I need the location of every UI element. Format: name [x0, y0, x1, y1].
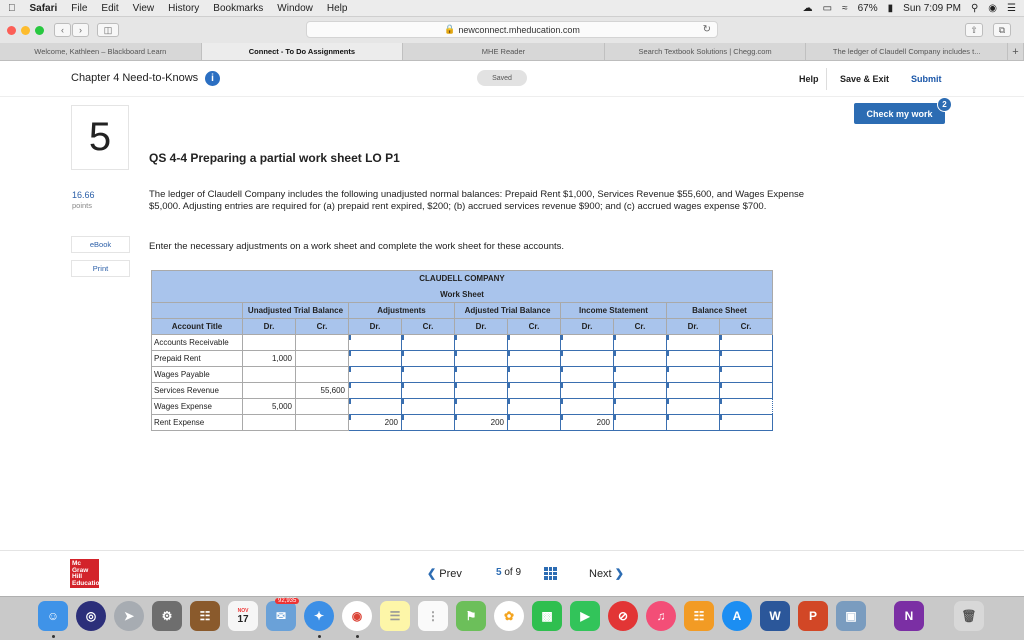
menu-file[interactable]: File — [63, 2, 80, 14]
check-my-work-button[interactable]: Check my work — [854, 103, 945, 124]
utb-dr-cell: 1,000 — [243, 351, 296, 367]
menu-edit[interactable]: Edit — [93, 2, 112, 14]
adj-dr-input[interactable]: 200 — [349, 415, 402, 431]
adj-cr-input[interactable] — [402, 351, 455, 367]
atb-cr-input[interactable] — [508, 399, 561, 415]
menu-help[interactable]: Help — [319, 2, 340, 14]
account-title-cell: Wages Payable — [152, 367, 243, 383]
cr-column-header: Cr. — [508, 319, 561, 335]
dr-column-header: Dr. — [561, 319, 614, 335]
is-dr-input[interactable]: 200 — [561, 415, 614, 431]
page-current: 5 — [496, 567, 502, 578]
ebook-button[interactable]: eBook — [71, 236, 130, 253]
is-cr-input[interactable] — [614, 399, 667, 415]
bs-cr-input[interactable] — [720, 399, 773, 415]
prev-label: Prev — [439, 568, 462, 580]
is-dr-input[interactable] — [561, 335, 614, 351]
is-cr-input[interactable] — [614, 367, 667, 383]
tabs-overview-icon[interactable]: ⧉ — [993, 23, 1011, 37]
dr-column-header: Dr. — [349, 319, 402, 335]
photos-icon[interactable]: ✿ — [494, 601, 524, 631]
reminders-icon[interactable]: ⋮ — [418, 601, 448, 631]
is-cr-input[interactable] — [614, 415, 667, 431]
bs-cr-input[interactable] — [720, 335, 773, 351]
mail-badge: 92,935 — [275, 598, 299, 604]
utb-cr-cell — [296, 415, 349, 431]
menu-app-name[interactable]: Safari — [22, 2, 50, 14]
clock[interactable]: Sun 7:09 PM — [903, 2, 961, 14]
question-footer — [0, 550, 1024, 596]
airplay-icon[interactable]: ▭ — [822, 2, 833, 14]
saved-status: Saved — [477, 70, 527, 86]
running-indicator — [356, 635, 359, 638]
question-grid-icon[interactable] — [544, 567, 557, 580]
adj-cr-input[interactable] — [402, 415, 455, 431]
worksheet-row — [152, 399, 773, 415]
word-icon[interactable]: W — [760, 601, 790, 631]
spotlight-search-icon[interactable]: ⚲ — [970, 2, 979, 14]
mcgraw-hill-logo: Mc Graw Hill Education — [72, 560, 104, 587]
app-store-icon[interactable]: A — [722, 601, 752, 631]
battery-percent[interactable]: 67% — [857, 2, 878, 14]
info-icon[interactable]: i — [205, 71, 220, 86]
zoom-window-button[interactable] — [35, 26, 44, 35]
worksheet-title: Work Sheet — [152, 287, 773, 303]
adj-cr-input[interactable] — [402, 383, 455, 399]
lock-icon: 🔒 — [444, 24, 456, 34]
wifi-icon[interactable]: ≈ — [842, 2, 848, 14]
utb-dr-cell — [243, 335, 296, 351]
tab-bar — [0, 43, 1024, 61]
account-title-cell: Wages Expense — [152, 399, 243, 415]
utb-cr-cell — [296, 335, 349, 351]
account-title-cell: Prepaid Rent — [152, 351, 243, 367]
dr-column-header: Dr. — [667, 319, 720, 335]
account-title-cell: Services Revenue — [152, 383, 243, 399]
bs-dr-input[interactable] — [667, 367, 720, 383]
notification-center-icon[interactable]: ☰ — [1007, 2, 1016, 14]
utb-cr-cell — [296, 399, 349, 415]
menu-history[interactable]: History — [160, 2, 192, 14]
new-tab-button[interactable]: + — [1008, 43, 1024, 60]
safari-icon[interactable]: ✦ — [304, 601, 334, 631]
menu-bookmarks[interactable]: Bookmarks — [205, 2, 256, 14]
launchpad-icon[interactable]: ➤ — [114, 601, 144, 631]
facetime-icon[interactable]: ▶ — [570, 601, 600, 631]
macos-dock — [0, 596, 1024, 640]
chevron-right-icon: ❯ — [614, 568, 624, 580]
submit-link[interactable]: Submit — [911, 74, 942, 84]
chevron-left-icon: ❮ — [427, 568, 437, 580]
cr-column-header: Cr. — [614, 319, 667, 335]
next-button[interactable] — [589, 567, 624, 580]
tab-connect[interactable]: Connect - To Do Assignments — [202, 43, 404, 60]
assignment-title: Chapter 4 Need-to-Knows — [71, 72, 199, 84]
address-bar[interactable] — [306, 21, 718, 38]
music-icon[interactable]: ♫ — [646, 601, 676, 631]
account-title-cell: Rent Expense — [152, 415, 243, 431]
dr-column-header: Dr. — [455, 319, 508, 335]
books-icon[interactable]: ☷ — [684, 601, 714, 631]
reload-icon[interactable]: ↻ — [702, 24, 711, 35]
url-text: newconnect.mheducation.com — [458, 24, 580, 35]
calendar-icon[interactable] — [228, 601, 258, 631]
maps-icon[interactable]: ⚑ — [456, 601, 486, 631]
mail-icon[interactable]: ✉ — [266, 601, 296, 631]
cr-column-header: Cr. — [720, 319, 773, 335]
close-window-button[interactable] — [7, 26, 16, 35]
blank-header — [152, 303, 243, 319]
tab-chegg[interactable]: Search Textbook Solutions | Chegg.com — [605, 43, 807, 60]
menu-window[interactable]: Window — [269, 2, 306, 14]
is-cr-input[interactable] — [614, 351, 667, 367]
question-title: QS 4-4 Preparing a partial work sheet LO P1 — [149, 151, 400, 165]
atb-cr-input[interactable] — [508, 367, 561, 383]
atb-cr-input[interactable] — [508, 415, 561, 431]
powerpoint-icon[interactable]: P — [798, 601, 828, 631]
page-total: of 9 — [504, 567, 522, 578]
is-dr-input[interactable] — [561, 399, 614, 415]
print-button[interactable]: Print — [71, 260, 130, 277]
atb-dr-input[interactable] — [455, 367, 508, 383]
atb-dr-input[interactable] — [455, 399, 508, 415]
calendar-month: NOV — [237, 607, 249, 614]
menu-view[interactable]: View — [125, 2, 147, 14]
finder-icon[interactable]: ☺ — [38, 601, 68, 631]
group-adjustments: Adjustments — [349, 303, 455, 319]
account-title-header: Account Title — [152, 319, 243, 335]
atb-dr-input[interactable] — [455, 351, 508, 367]
utb-cr-cell — [296, 351, 349, 367]
group-adjusted: Adjusted Trial Balance — [455, 303, 561, 319]
browser-toolbar — [0, 17, 1024, 43]
running-indicator — [318, 635, 321, 638]
bs-cr-input[interactable] — [720, 367, 773, 383]
adj-cr-input[interactable] — [402, 335, 455, 351]
atb-cr-input[interactable] — [508, 383, 561, 399]
bs-dr-input[interactable] — [667, 399, 720, 415]
adj-dr-input[interactable] — [349, 351, 402, 367]
prev-button[interactable] — [427, 567, 462, 580]
forward-button[interactable]: › — [72, 23, 89, 37]
dr-column-header: Dr. — [243, 319, 296, 335]
utb-dr-cell — [243, 415, 296, 431]
is-dr-input[interactable] — [561, 367, 614, 383]
help-link[interactable]: Help — [799, 74, 819, 84]
tab-blackboard[interactable]: Welcome, Kathleen – Blackboard Learn — [0, 43, 202, 60]
adj-dr-input[interactable] — [349, 399, 402, 415]
is-cr-input[interactable] — [614, 335, 667, 351]
bs-cr-input[interactable] — [720, 383, 773, 399]
is-dr-input[interactable] — [561, 351, 614, 367]
utb-cr-cell: 55,600 — [296, 383, 349, 399]
is-cr-input[interactable] — [614, 383, 667, 399]
adj-cr-input[interactable] — [402, 367, 455, 383]
utb-dr-cell — [243, 367, 296, 383]
do-not-disturb-icon[interactable]: ⊘ — [608, 601, 638, 631]
running-indicator — [52, 635, 55, 638]
window-controls — [7, 26, 44, 35]
macos-menubar — [0, 0, 1024, 17]
work-sheet-table — [151, 270, 773, 431]
adj-dr-input[interactable] — [349, 367, 402, 383]
contacts-icon[interactable]: ☷ — [190, 601, 220, 631]
page-indicator — [496, 567, 521, 578]
back-button[interactable]: ‹ — [54, 23, 71, 37]
group-income-statement: Income Statement — [561, 303, 667, 319]
atb-cr-input[interactable] — [508, 335, 561, 351]
onenote-icon[interactable]: N — [894, 601, 924, 631]
utb-dr-cell — [243, 383, 296, 399]
notes-icon[interactable]: ☰ — [380, 601, 410, 631]
minimize-window-button[interactable] — [21, 26, 30, 35]
adj-dr-input[interactable] — [349, 335, 402, 351]
siri-icon[interactable]: ◉ — [988, 2, 998, 14]
assignment-header — [0, 61, 1024, 97]
atb-dr-input[interactable] — [455, 383, 508, 399]
worksheet-row — [152, 351, 773, 367]
question-text: The ledger of Claudell Company includes the following unadjusted normal balances: Prepaid Rent $1,000, Services Revenue $55,600, and Wages Expense $5,000. Adjusting entries are required for (a) prepaid rent expired, $200; (b) accrued services revenue $900; and (c) accrued wages expense $700. — [149, 189, 805, 212]
next-label: Next — [589, 568, 612, 580]
chrome-icon[interactable]: ◉ — [342, 601, 372, 631]
worksheet-row — [152, 383, 773, 399]
worksheet-row — [152, 415, 773, 431]
cloud-icon[interactable]: ☁ — [802, 2, 813, 14]
messages-icon[interactable]: ▩ — [532, 601, 562, 631]
bs-cr-input[interactable] — [720, 415, 773, 431]
question-instruction: Enter the necessary adjustments on a work sheet and complete the work sheet for these accounts. — [149, 241, 565, 252]
check-attempts-badge: 2 — [937, 97, 952, 112]
bs-cr-input[interactable] — [720, 351, 773, 367]
cr-column-header: Cr. — [296, 319, 349, 335]
account-title-cell: Accounts Receivable — [152, 335, 243, 351]
atb-dr-input[interactable] — [455, 335, 508, 351]
question-number: 5 — [71, 105, 129, 170]
save-exit-link[interactable]: Save & Exit — [840, 74, 890, 84]
worksheet-row — [152, 335, 773, 351]
group-balance-sheet: Balance Sheet — [667, 303, 773, 319]
atb-dr-input[interactable]: 200 — [455, 415, 508, 431]
apple-icon[interactable] — [8, 3, 16, 14]
preview-icon[interactable]: ▣ — [836, 601, 866, 631]
worksheet-row — [152, 367, 773, 383]
points-info — [72, 190, 95, 210]
points-value: 16.66 — [72, 190, 95, 200]
adj-cr-input[interactable] — [402, 399, 455, 415]
bs-dr-input[interactable] — [667, 415, 720, 431]
header-divider — [826, 68, 827, 90]
battery-icon[interactable]: ▮ — [887, 2, 894, 14]
cr-column-header: Cr. — [402, 319, 455, 335]
sidebar-icon[interactable]: ◫ — [97, 23, 119, 37]
system-preferences-icon[interactable]: ⚙ — [152, 601, 182, 631]
atb-cr-input[interactable] — [508, 351, 561, 367]
utb-dr-cell: 5,000 — [243, 399, 296, 415]
points-label: points — [72, 201, 93, 210]
group-unadjusted: Unadjusted Trial Balance — [243, 303, 349, 319]
share-icon[interactable]: ⇧ — [965, 23, 983, 37]
bs-dr-input[interactable] — [667, 351, 720, 367]
bs-dr-input[interactable] — [667, 335, 720, 351]
siri-dock-icon[interactable]: ◎ — [76, 601, 106, 631]
utb-cr-cell — [296, 367, 349, 383]
tab-mhe-reader[interactable]: MHE Reader — [403, 43, 605, 60]
is-dr-input[interactable] — [561, 383, 614, 399]
adj-dr-input[interactable] — [349, 383, 402, 399]
bs-dr-input[interactable] — [667, 383, 720, 399]
calendar-day: 17 — [237, 613, 249, 625]
trash-icon[interactable]: 🗑 — [954, 601, 984, 631]
company-name: CLAUDELL COMPANY — [152, 271, 773, 287]
tab-ledger[interactable]: The ledger of Claudell Company includes t... — [806, 43, 1008, 60]
